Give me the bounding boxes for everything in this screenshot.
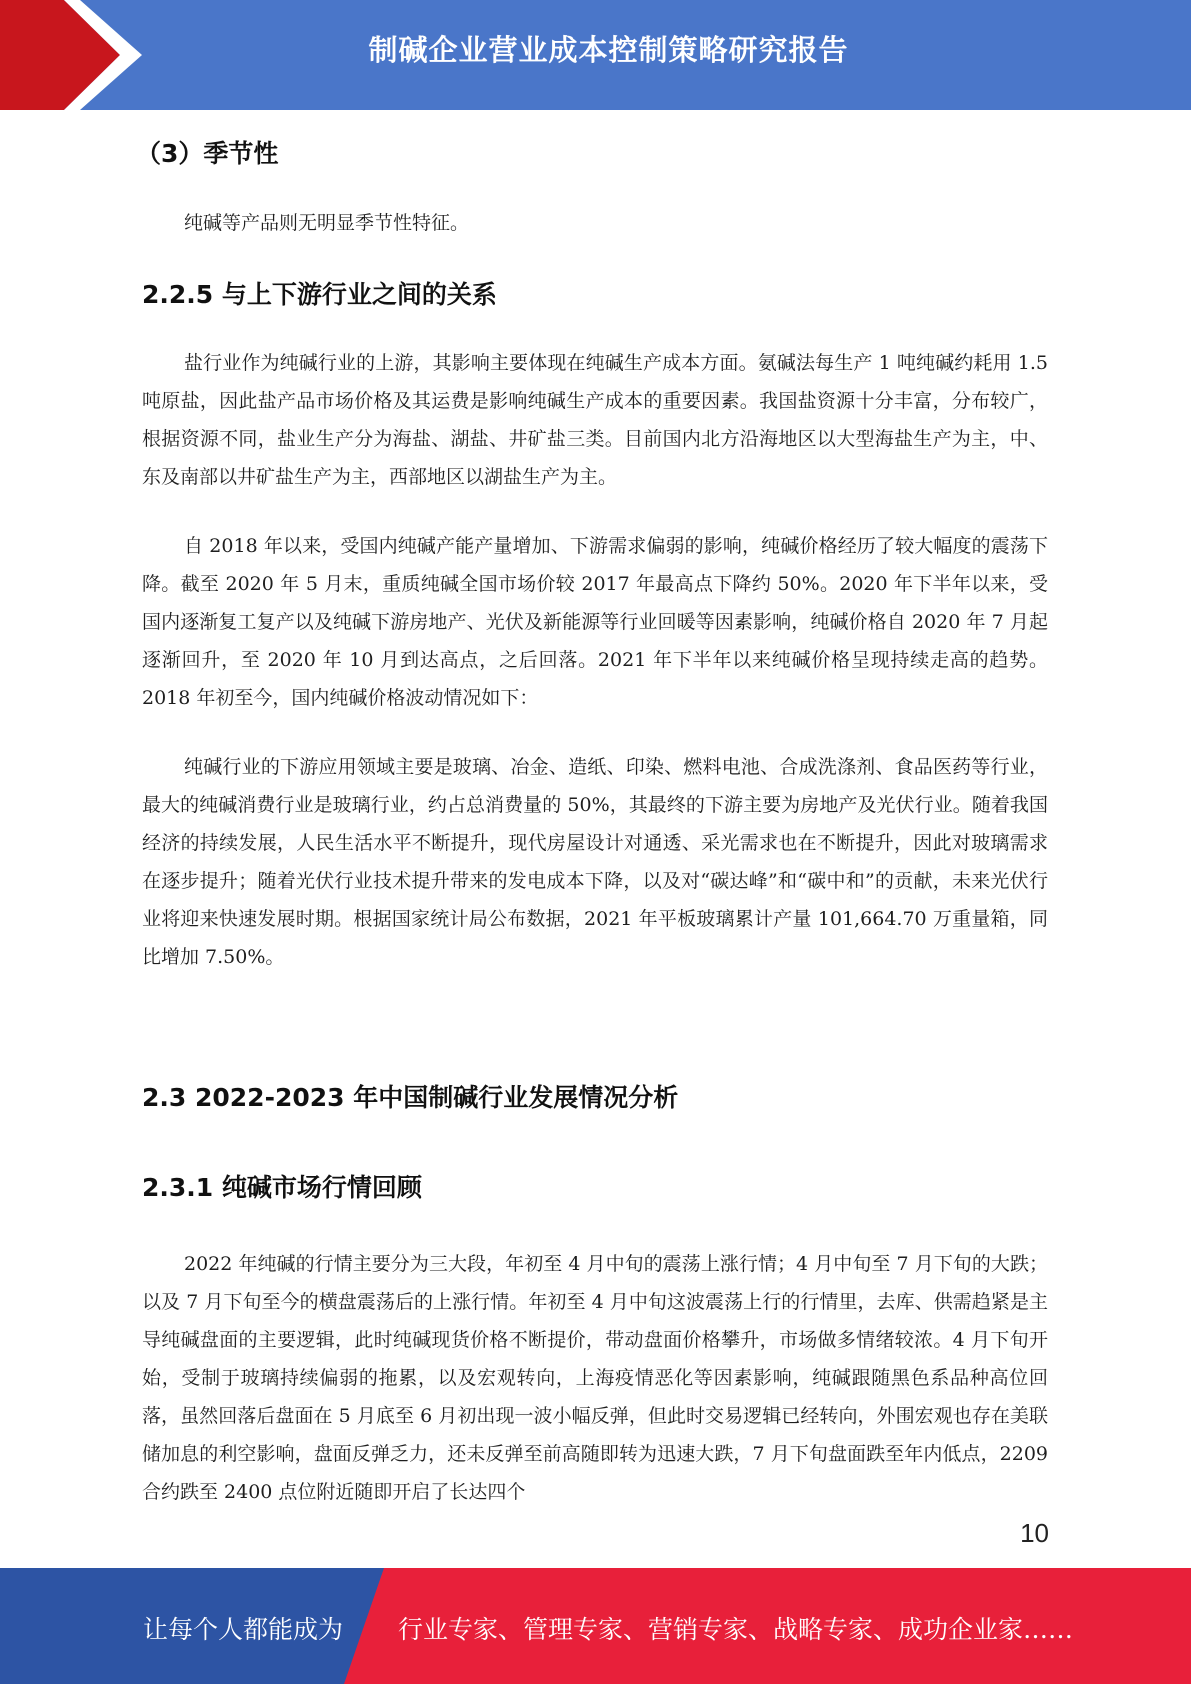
paragraph-seasonality: 纯碱等产品则无明显季节性特征。 <box>184 212 470 234</box>
paragraph-downstream: 纯碱行业的下游应用领域主要是玻璃、冶金、造纸、印染、燃料电池、合成洗涤剂、食品医药等行业，最大的纯碱消费行业是玻璃行业，约占总消费量的 50%，其最终的下游主要为房地产及光伏行业。随着我国经济的持续发展，人民生活水平不断提升，现代房屋设计对通透、采光需求也在不断提升，因此对玻璃需求在逐步提升；随着光伏行业技术提升带来的发电成本下降，以及对“碳达峰”和“碳中和”的贡献，未来光伏行业将迎来快速发展时期。根据国家统计局公布数据，2021 年平板玻璃累计产量 101,664.70 万重量箱，同比增加 7.50%。 <box>142 756 1048 968</box>
paragraph-market-review: 2022 年纯碱的行情主要分为三大段，年初至 4 月中旬的震荡上涨行情；4 月中旬至 7 月下旬的大跌；以及 7 月下旬至今的横盘震荡后的上涨行情。年初至 4 月中旬这波震荡上行的行情里，去库、供需趋紧是主导纯碱盘面的主要逻辑，此时纯碱现货价格不断提价，带动盘面价格攀升，市场做多情绪较浓。4 月下旬开始，受制于玻璃持续偏弱的拖累，以及宏观转向，上海疫情恶化等因素影响，纯碱跟随黑色系品种高位回落，虽然回落后盘面在 5 月底至 6 月初出现一波小幅反弹，但此时交易逻辑已经转向，外围宏观也存在美联储加息的利空影响，盘面反弹乏力，还未反弹至前高随即转为迅速大跌，7 月下旬盘面跌至年内低点，2209 合约跌至 2400 点位附近随即开启了长达四个 <box>142 1253 1048 1503</box>
heading-seasonality: （3）季节性 <box>136 139 279 168</box>
paragraph-price-trend: 自 2018 年以来，受国内纯碱产能产量增加、下游需求偏弱的影响，纯碱价格经历了较大幅度的震荡下降。截至 2020 年 5 月末，重质纯碱全国市场价较 2017 年最高点下降约 50%。2020 年下半年以来，受国内逐渐复工复产以及纯碱下游房地产、光伏及新能源等行业回暖等因素影响，纯碱价格自 2020 年 7 月起逐渐回升，至 2020 年 10 月到达高点，之后回落。2021 年下半年以来纯碱价格呈现持续走高的趋势。2018 年初至今，国内纯碱价格波动情况如下： <box>142 535 1048 709</box>
footer-slogan-roles: 行业专家、管理专家、营销专家、战略专家、成功企业家…… <box>398 1615 1074 1644</box>
heading-market-review: 2.3.1 纯碱市场行情回顾 <box>142 1173 422 1202</box>
heading-industry-analysis: 2.3 2022-2023 年中国制碱行业发展情况分析 <box>142 1083 679 1112</box>
page-header <box>0 0 1191 110</box>
report-title: 制碱企业营业成本控制策略研究报告 <box>368 33 849 67</box>
page-footer <box>0 1568 1191 1684</box>
page-number: 10 <box>1020 1518 1049 1548</box>
heading-upstream-downstream: 2.2.5 与上下游行业之间的关系 <box>142 280 497 309</box>
paragraph-salt-industry: 盐行业作为纯碱行业的上游，其影响主要体现在纯碱生产成本方面。氨碱法每生产 1 吨纯碱约耗用 1.5 吨原盐，因此盐产品市场价格及其运费是影响纯碱生产成本的重要因素。我国盐资源十分丰富，分布较广，根据资源不同，盐业生产分为海盐、湖盐、井矿盐三类。目前国内北方沿海地区以大型海盐生产为主，中、东及南部以井矿盐生产为主，西部地区以湖盐生产为主。 <box>142 352 1048 488</box>
footer-slogan-lead: 让每个人都能成为 <box>143 1615 344 1644</box>
